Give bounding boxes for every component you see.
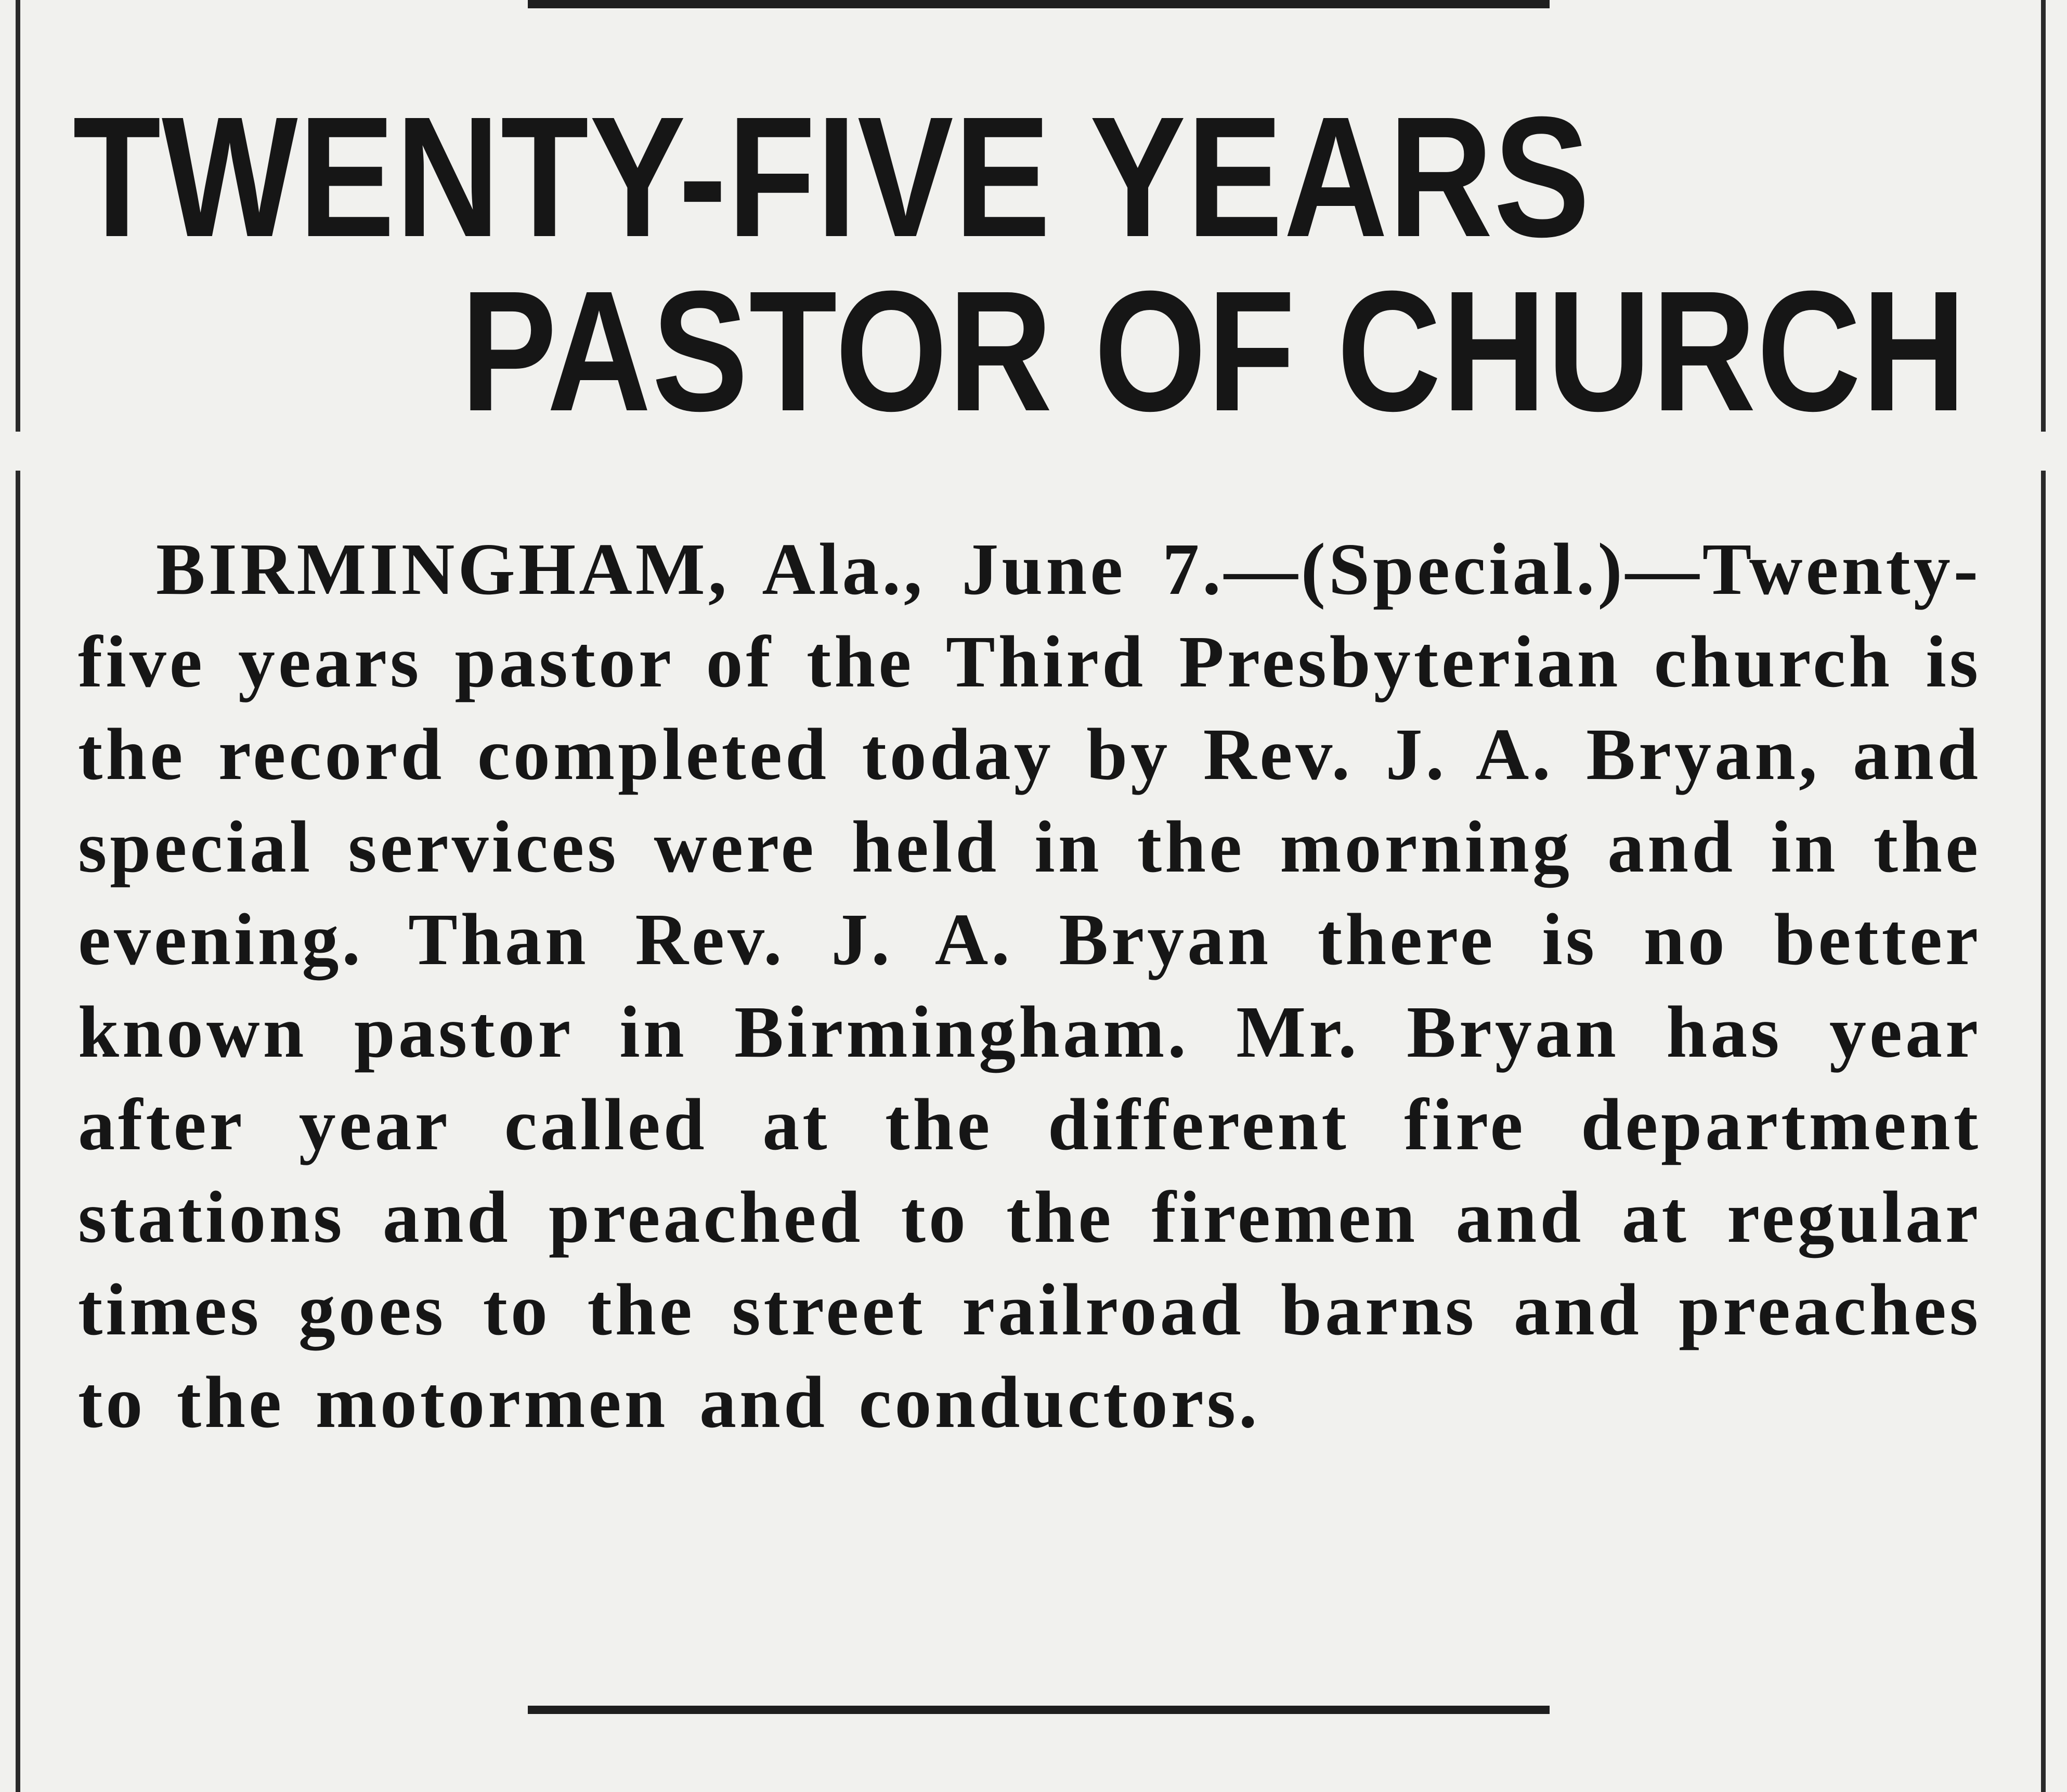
top-cut-rule xyxy=(528,0,1550,8)
left-column-rule xyxy=(16,0,20,432)
bottom-cut-rule xyxy=(528,1706,1550,1714)
headline-line-1: TWENTY-FIVE YEARS xyxy=(73,81,1591,272)
headline-line-2: PASTOR OF CHURCH xyxy=(460,255,1967,447)
article-body: BIRMINGHAM, Ala., June 7.—(Special.)—Twenty-five years pastor of the Third Presbyterian church is the record completed today by Rev. J. A. Bryan, and special services were held in the morning and in the evening. Than Rev. J. A. Bryan there is no better known pastor in Birmingham. Mr. Bryan has year after year called at the different fire department stations and preached to the firemen and at regular times goes to the street railroad barns and preaches to the motormen and conductors. xyxy=(78,528,1981,1443)
right-column-rule xyxy=(2041,0,2046,432)
headline xyxy=(73,81,1967,447)
right-column-rule-lower xyxy=(2041,471,2046,1792)
left-column-rule-lower xyxy=(16,471,20,1792)
